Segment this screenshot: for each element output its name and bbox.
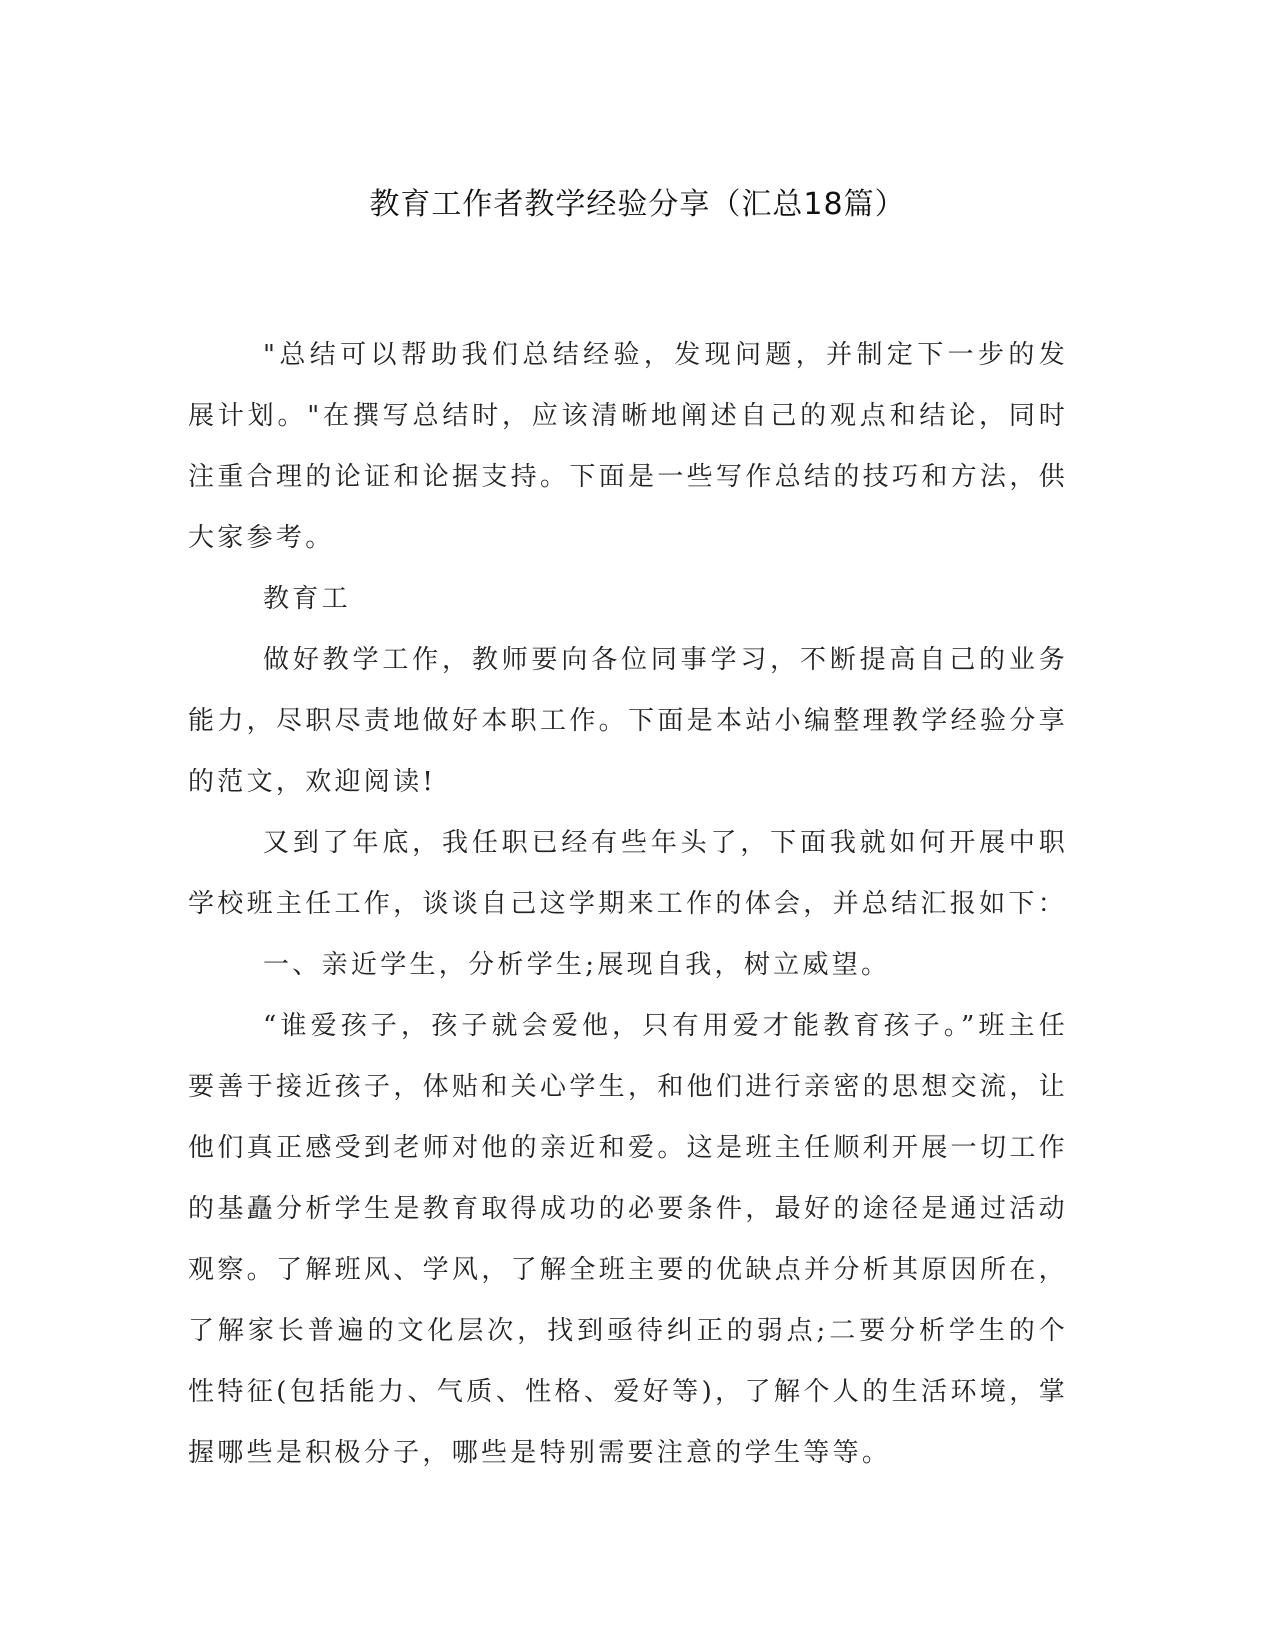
document-body [188,325,1068,1484]
paragraph-intro: "总结可以帮助我们总结经验，发现问题，并制定下一步的发展计划。"在撰写总结时，应该清晰地阐述自己的观点和结论，同时注重合理的论证和论据支持。下面是一些写作总结的技巧和方法，供大家参考。 [188,340,1068,553]
document-title: 教育工作者教学经验分享（汇总18篇） [369,187,906,222]
paragraph-section-body: “谁爱孩子，孩子就会爱他，只有用爱才能教育孩子。”班主任要善于接近孩子，体贴和关心学生，和他们进行亲密的思想交流，让他们真正感受到老师对他的亲近和爱。这是班主任顺利开展一切工作的基矗分析学生是教育取得成功的必要条件，最好的途径是通过活动观察。了解班风、学风，了解全班主要的优缺点并分析其原因所在，了解家长普遍的文化层次，找到亟待纠正的弱点;二要分析学生的个性特征(包括能力、气质、性格、爱好等)，了解个人的生活环境，掌握哪些是积极分子，哪些是特别需要注意的学生等等。 [188,1011,1068,1468]
paragraph-section-heading: 一、亲近学生，分析学生;展现自我，树立威望。 [263,950,891,980]
paragraph-opening: 又到了年底，我任职已经有些年头了，下面我就如何开展中职学校班主任工作，谈谈自己这学期来工作的体会，并总结汇报如下： [188,828,1068,919]
paragraph-preface: 做好教学工作，教师要向各位同事学习，不断提高自己的业务能力，尽职尽责地做好本职工作。下面是本站小编整理教学经验分享的范文，欢迎阅读! [188,645,1068,797]
paragraph-heading-fragment: 教育工 [263,584,351,614]
